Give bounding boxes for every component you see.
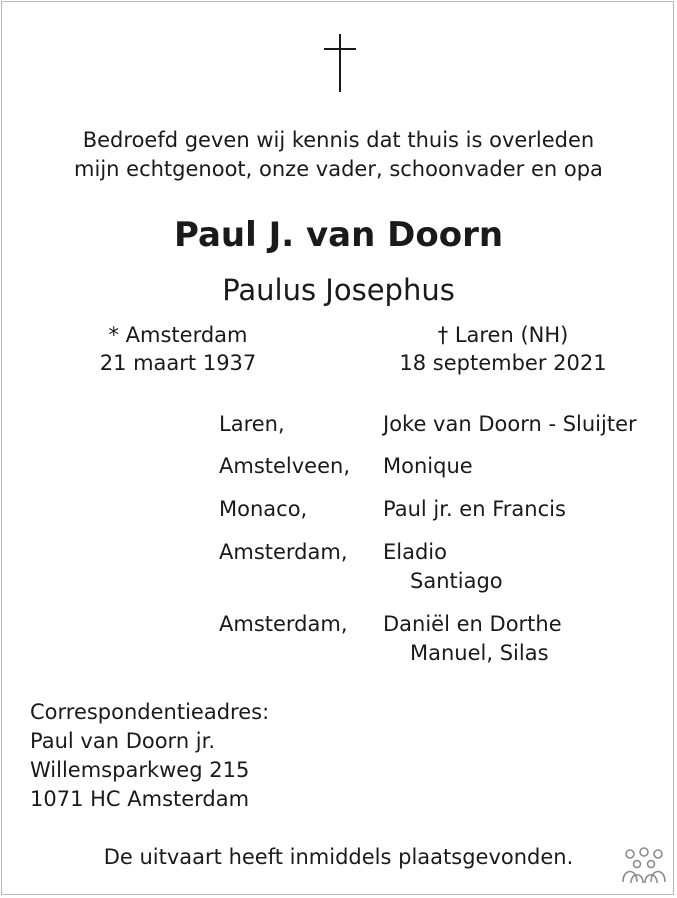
family-names: Joke van Doorn - Sluijter	[383, 412, 637, 436]
death-block	[385, 321, 621, 377]
address-name: Paul van Doorn jr.	[30, 729, 216, 753]
family-place: Laren,	[219, 412, 285, 436]
deceased-name: Paul J. van Doorn	[173, 215, 504, 255]
birth-date: 21 maart 1937	[99, 351, 257, 375]
family-grandchildren: Santiago	[410, 569, 503, 593]
family-names: Eladio	[383, 540, 447, 564]
family-place: Amsterdam,	[219, 540, 348, 564]
address-heading: Correspondentieadres:	[30, 700, 270, 724]
family-place: Monaco,	[219, 497, 308, 521]
family-names: Monique	[383, 454, 473, 478]
address-street: Willemsparkweg 215	[30, 758, 250, 782]
family-grandchildren: Manuel, Silas	[410, 641, 549, 665]
family-place: Amsterdam,	[219, 612, 348, 636]
family-place: Amstelveen,	[219, 454, 351, 478]
death-place: † Laren (NH)	[437, 323, 569, 347]
cross-icon	[320, 34, 360, 92]
family-names: Daniël en Dorthe	[383, 612, 562, 636]
deceased-full-name: Paulus Josephus	[222, 273, 455, 307]
intro-line-1: Bedroefd geven wij kennis dat thuis is overleden	[82, 128, 595, 152]
birth-block	[60, 321, 296, 377]
funeral-notice: De uitvaart heeft inmiddels plaatsgevonden.	[103, 845, 574, 869]
family-names: Paul jr. en Francis	[383, 497, 566, 521]
address-city: 1071 HC Amsterdam	[30, 787, 250, 811]
birth-place: * Amsterdam	[108, 323, 248, 347]
death-date: 18 september 2021	[399, 351, 607, 375]
intro-line-2: mijn echtgenoot, onze vader, schoonvader en opa	[74, 157, 603, 181]
people-group-icon	[620, 846, 668, 884]
